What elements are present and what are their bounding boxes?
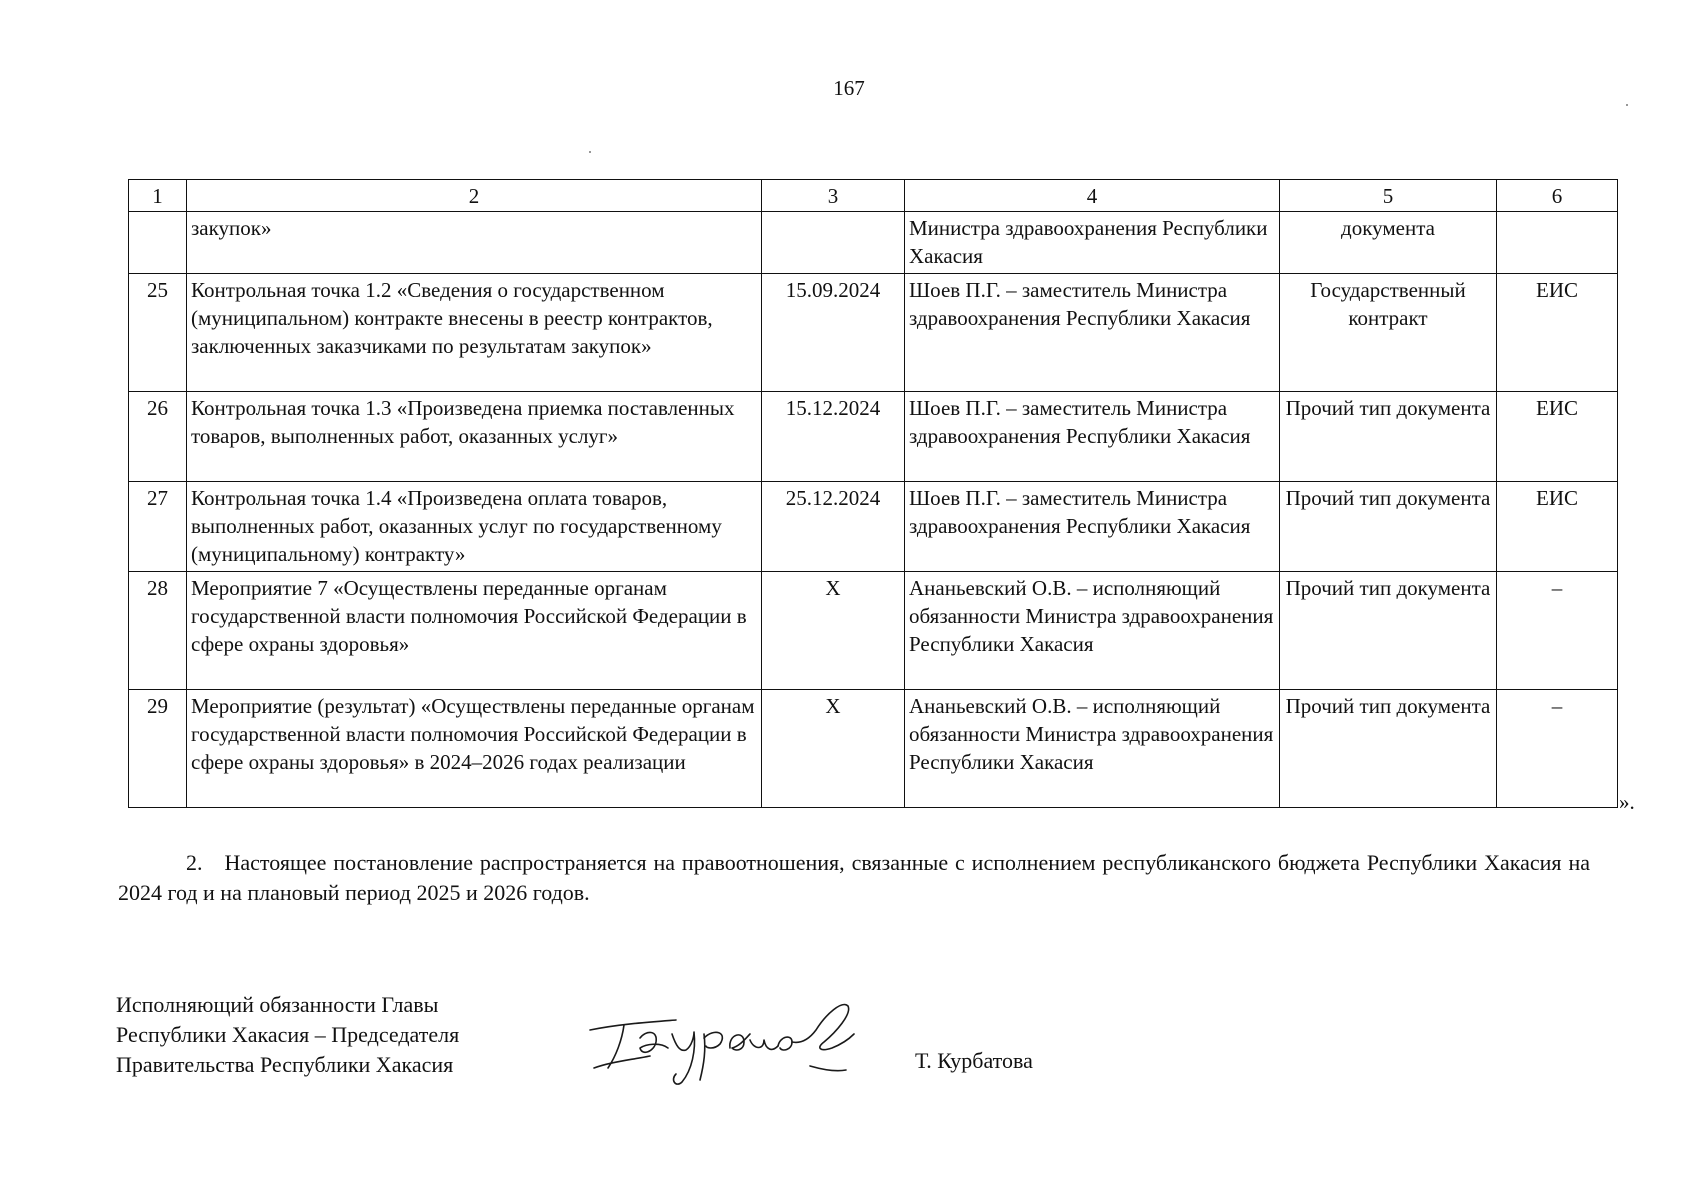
plan-table xyxy=(128,179,1618,808)
document-type-cell: Государственный контракт xyxy=(1280,274,1497,392)
position-line: Правительства Республики Хакасия xyxy=(116,1052,454,1077)
responsible-cell: Шоев П.Г. – заместитель Министра здравоохранения Республики Хакасия xyxy=(905,482,1280,572)
responsible-cell: Министра здравоохранения Республики Хакасия xyxy=(905,212,1280,274)
table-row xyxy=(129,572,1618,690)
responsible-cell: Шоев П.Г. – заместитель Министра здравоохранения Республики Хакасия xyxy=(905,274,1280,392)
responsible-cell: Шоев П.Г. – заместитель Министра здравоохранения Республики Хакасия xyxy=(905,392,1280,482)
date-cell: 25.12.2024 xyxy=(762,482,905,572)
closing-quote: ». xyxy=(1619,790,1635,814)
document-type-cell: Прочий тип документа xyxy=(1280,482,1497,572)
column-header: 1 xyxy=(129,180,187,212)
row-number-cell xyxy=(129,212,187,274)
document-type-cell: Прочий тип документа xyxy=(1280,572,1497,690)
paragraph-2: 2. Настоящее постановление распространяется на правоотношения, связанные с исполнением республиканского бюджета Республики Хакасия на 2024 год и на плановый период 2025 и 2026 годов. xyxy=(118,850,1590,905)
scan-speck xyxy=(1626,104,1628,106)
table-row xyxy=(129,690,1618,808)
row-number-cell: 25 xyxy=(129,274,187,392)
position-line: Республики Хакасия – Председателя xyxy=(116,1022,460,1047)
row-number-cell: 27 xyxy=(129,482,187,572)
row-number-cell: 26 xyxy=(129,392,187,482)
date-cell: Х xyxy=(762,690,905,808)
activity-name-cell: Контрольная точка 1.4 «Произведена оплата товаров, выполненных работ, оказанных услуг по государственному (муниципальному) контракту» xyxy=(187,482,762,572)
activity-name-cell: Контрольная точка 1.2 «Сведения о государственном (муниципальном) контракте внесены в реестр контрактов, заключенных заказчиками по результатам закупок» xyxy=(187,274,762,392)
row-number-cell: 28 xyxy=(129,572,187,690)
activity-name-cell: Контрольная точка 1.3 «Произведена приемка поставленных товаров, выполненных работ, оказанных услуг» xyxy=(187,392,762,482)
system-cell: – xyxy=(1497,572,1618,690)
scan-speck xyxy=(589,151,591,153)
handwritten-signature xyxy=(580,990,880,1090)
table-row xyxy=(129,212,1618,274)
column-header: 5 xyxy=(1280,180,1497,212)
system-cell: ЕИС xyxy=(1497,392,1618,482)
table-row xyxy=(129,274,1618,392)
row-number-cell: 29 xyxy=(129,690,187,808)
table-row xyxy=(129,392,1618,482)
document-type-cell: Прочий тип документа xyxy=(1280,690,1497,808)
system-cell: ЕИС xyxy=(1497,482,1618,572)
date-cell: 15.09.2024 xyxy=(762,274,905,392)
column-header: 3 xyxy=(762,180,905,212)
document-type-cell: документа xyxy=(1280,212,1497,274)
column-header: 6 xyxy=(1497,180,1618,212)
activity-name-cell: Мероприятие (результат) «Осуществлены переданные органам государственной власти полномочия Российской Федерации в сфере охраны здоровья» в 2024–2026 годах реализации xyxy=(187,690,762,808)
system-cell: ЕИС xyxy=(1497,274,1618,392)
date-cell xyxy=(762,212,905,274)
signatory-position xyxy=(116,990,459,1080)
activity-name-cell: Мероприятие 7 «Осуществлены переданные органам государственной власти полномочия Российской Федерации в сфере охраны здоровья» xyxy=(187,572,762,690)
date-cell: Х xyxy=(762,572,905,690)
responsible-cell: Ананьевский О.В. – исполняющий обязанности Министра здравоохранения Республики Хакасия xyxy=(905,572,1280,690)
system-cell: – xyxy=(1497,690,1618,808)
activity-name-cell: закупок» xyxy=(187,212,762,274)
date-cell: 15.12.2024 xyxy=(762,392,905,482)
signatory-name: Т. Курбатова xyxy=(915,1048,1033,1073)
page-number: 167 xyxy=(833,76,865,100)
column-header: 2 xyxy=(187,180,762,212)
document-type-cell: Прочий тип документа xyxy=(1280,392,1497,482)
position-line: Исполняющий обязанности Главы xyxy=(116,992,439,1017)
system-cell xyxy=(1497,212,1618,274)
table-header-row xyxy=(129,180,1618,212)
responsible-cell: Ананьевский О.В. – исполняющий обязанности Министра здравоохранения Республики Хакасия xyxy=(905,690,1280,808)
column-header: 4 xyxy=(905,180,1280,212)
table-row xyxy=(129,482,1618,572)
